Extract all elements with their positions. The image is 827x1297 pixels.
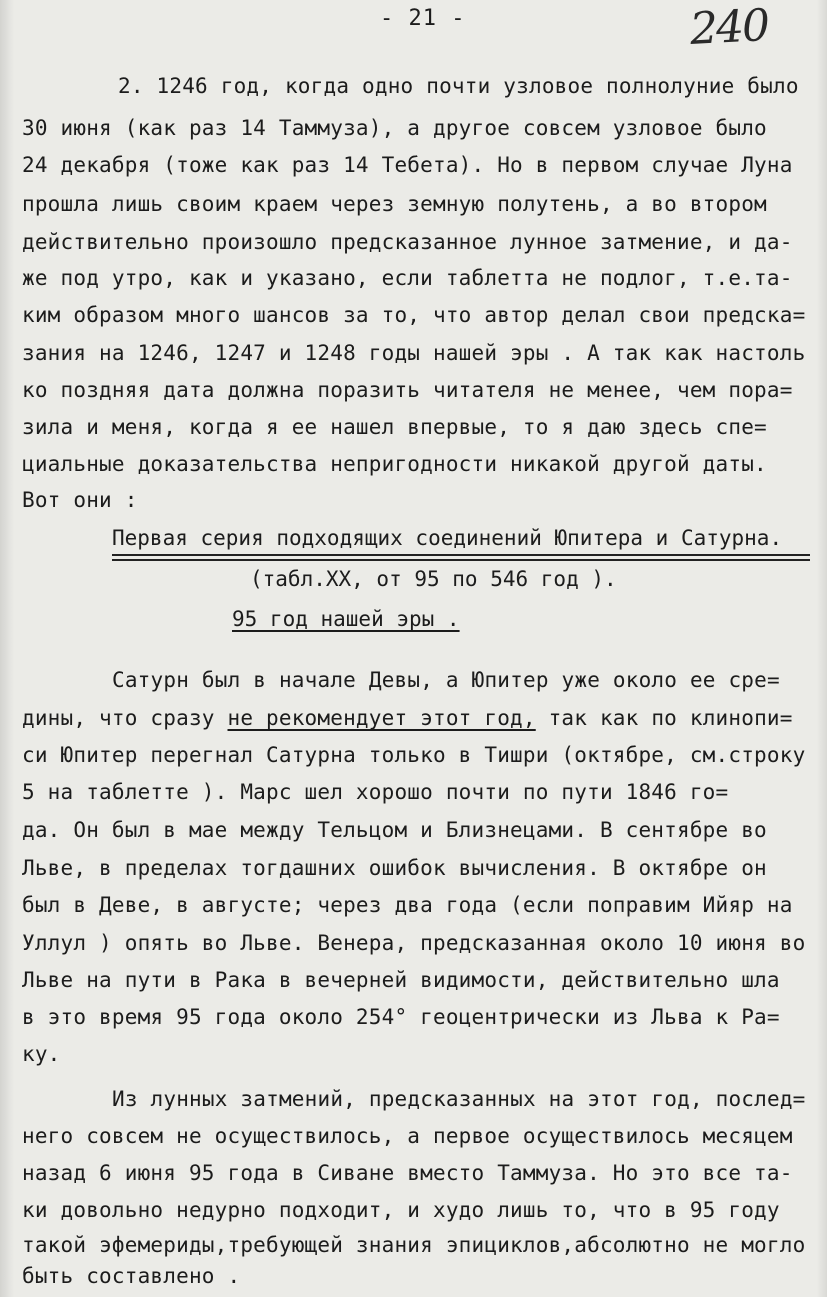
title-underline (112, 554, 810, 556)
text-line: да. Он был в мае между Тельцом и Близнецами. В сентябре во (22, 818, 767, 842)
text-line: же под утро, как и указано, если таблетта не подлог, т.е.та- (22, 266, 793, 290)
text-line: ким образом много шансов за то, что автор делал свои предска= (22, 303, 806, 327)
text-line: в это время 95 года около 254° геоцентрически из Льва к Ра= (22, 1005, 780, 1029)
title-underline (112, 559, 810, 561)
text-line: ки довольно недурно подходит, и худо лишь то, что в 95 году (22, 1198, 780, 1222)
text-line: Сатурн был в начале Девы, а Юпитер уже около ее сре= (112, 668, 780, 692)
text-line: зания на 1246, 1247 и 1248 годы нашей эры . А так как настоль (22, 341, 806, 365)
text-line: Из лунных затмений, предсказанных на этот год, послед= (112, 1087, 806, 1111)
text-line: быть составлено . (22, 1264, 241, 1288)
text-line: 5 на таблетте ). Марс шел хорошо почти по пути 1846 го= (22, 780, 729, 804)
page-number: - 21 - (380, 6, 466, 31)
text-line: ку. (22, 1042, 61, 1066)
handwritten-page-number: 240 (688, 0, 770, 56)
text-line: циальные доказательства непригодности никакой другой даты. (22, 452, 767, 476)
year-heading: 95 год нашей эры . (232, 607, 460, 631)
text-line: Льве, в пределах тогдашних ошибок вычисления. В октябре он (22, 856, 767, 880)
text-line: Льве на пути в Рака в вечерней видимости, действительно шла (22, 968, 780, 992)
text-line: него совсем не осуществилось, а первое осуществилось месяцем (22, 1124, 793, 1148)
text-line: 24 декабря (тоже как раз 14 Тебета). Но в первом случае Луна (22, 153, 793, 177)
text-line: Вот они : (22, 488, 138, 512)
text-line: си Юпитер перегнал Сатурна только в Тишри (октябре, см.строку (22, 743, 806, 767)
text-line: действительно произошло предсказанное лунное затмение, и да- (22, 230, 793, 254)
text-line: такой эфемериды,требующей знания эпициклов,абсолютно не могло (22, 1233, 806, 1257)
text-line: был в Деве, в августе; через два года (если поправим Ийяр на (22, 893, 793, 917)
text-line (22, 706, 793, 730)
text-line: назад 6 июня 95 года в Сиване вместо Таммуза. Но это все та- (22, 1161, 793, 1185)
section-title: Первая серия подходящих соединений Юпитера и Сатурна. (112, 526, 783, 550)
text-segment: дины, что сразу (22, 706, 228, 730)
text-line: Уллул ) опять во Льве. Венера, предсказанная около 10 июня во (22, 931, 806, 955)
text-line: 2. 1246 год, когда одно почти узловое полнолуние было (118, 74, 799, 98)
text-line: прошла лишь своим краем через земную полутень, а во втором (22, 192, 767, 216)
text-segment: так как по клинопи= (535, 706, 793, 730)
section-subtitle: (табл.XX, от 95 по 546 год ). (250, 567, 617, 591)
text-line: ко поздняя дата должна поразить читателя не менее, чем пора= (22, 378, 793, 402)
text-line: зила и меня, когда я ее нашел впервые, то я даю здесь спе= (22, 415, 767, 439)
text-line: 30 июня (как раз 14 Таммуза), а другое совсем узловое было (22, 116, 767, 140)
underlined-phrase: не рекомендует этот год, (227, 706, 536, 730)
